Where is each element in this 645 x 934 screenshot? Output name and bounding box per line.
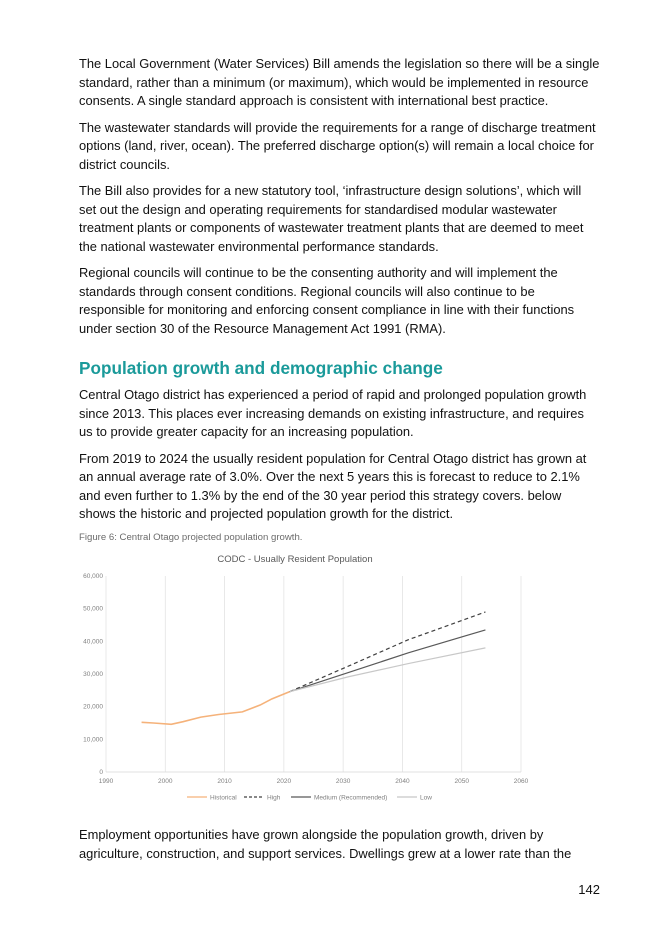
y-tick-label: 30,000 bbox=[83, 671, 103, 678]
x-tick-label: 2060 bbox=[513, 778, 529, 785]
chart-legend bbox=[187, 794, 432, 801]
document-continued bbox=[79, 826, 601, 871]
paragraph: From 2019 to 2024 the usually resident population for Central Otago district has grown at an annual average rate of 3.0%. Over the next 5 years this is forecast to reduce to 2.1% and even further to 1.3% by the end of the 30 year period this strategy covers. below shows the historic and projected population growth for the district. bbox=[79, 450, 587, 521]
section-heading: Population growth and demographic change bbox=[79, 358, 443, 378]
x-tick-label: 2030 bbox=[335, 778, 351, 785]
x-tick-label: 2010 bbox=[217, 778, 232, 785]
y-tick-label: 0 bbox=[99, 769, 103, 776]
y-tick-label: 20,000 bbox=[83, 703, 103, 711]
paragraph: Central Otago district has experienced a period of rapid and prolonged population growth since 2013. This places ever increasing demands on existing infrastructure, and requires us to provide greater capacity for an increasing population. bbox=[79, 387, 587, 439]
document-body bbox=[79, 55, 601, 543]
y-tick-label: 10,000 bbox=[83, 736, 103, 744]
y-tick-label: 40,000 bbox=[83, 638, 103, 646]
population-chart bbox=[79, 548, 539, 808]
series-line-medium-recommended bbox=[290, 630, 486, 692]
paragraph: The Local Government (Water Services) Bill amends the legislation so there will be a single standard, rather than a minimum (or maximum), which would be implemented in resource consents. A single standard approach is consistent with international best practice. bbox=[79, 56, 600, 108]
y-tick-label: 50,000 bbox=[83, 605, 103, 613]
x-tick-label: 2000 bbox=[158, 778, 173, 785]
legend-label: High bbox=[267, 794, 281, 802]
chart-title: CODC - Usually Resident Population bbox=[217, 554, 373, 565]
paragraph: The Bill also provides for a new statutory tool, ‘infrastructure design solutions’, which will set out the design and operating requirements for standardised modular wastewater treatment plants or components of wastewater treatment plants that are deemed to meet the national wastewater environmental performance standards. bbox=[79, 183, 584, 254]
paragraph: Employment opportunities have grown alongside the population growth, driven by agriculture, construction, and support services. Dwellings grew at a lower rate than the bbox=[79, 827, 572, 861]
page-number: 142 bbox=[578, 882, 600, 897]
paragraph: The wastewater standards will provide the requirements for a range of discharge treatment options (land, river, ocean). The preferred discharge option(s) will remain a local choice for district councils. bbox=[79, 119, 596, 172]
x-tick-label: 2050 bbox=[454, 778, 469, 785]
x-tick-label: 1990 bbox=[98, 778, 114, 785]
series-line-low bbox=[290, 648, 486, 692]
legend-label: Medium (Recommended) bbox=[314, 794, 388, 802]
series-line-historical bbox=[142, 692, 290, 725]
legend-label: Historical bbox=[210, 794, 237, 802]
legend-label: Low bbox=[420, 794, 432, 802]
series-line-high bbox=[290, 612, 486, 692]
chart-grid bbox=[106, 576, 521, 772]
paragraph: Regional councils will continue to be the consenting authority and will implement the standards through consent conditions. Regional councils will also continue to be responsible for monitoring and enforcing consent compliance in line with their functions under section 30 of the Resource Management Act 1991 (RMA). bbox=[79, 265, 575, 336]
y-tick-label: 60,000 bbox=[83, 573, 103, 580]
figure-caption: Figure 6: Central Otago projected population growth. bbox=[79, 531, 303, 543]
chart-series bbox=[142, 612, 486, 724]
x-tick-label: 2020 bbox=[276, 778, 292, 785]
x-tick-label: 2040 bbox=[395, 778, 410, 785]
